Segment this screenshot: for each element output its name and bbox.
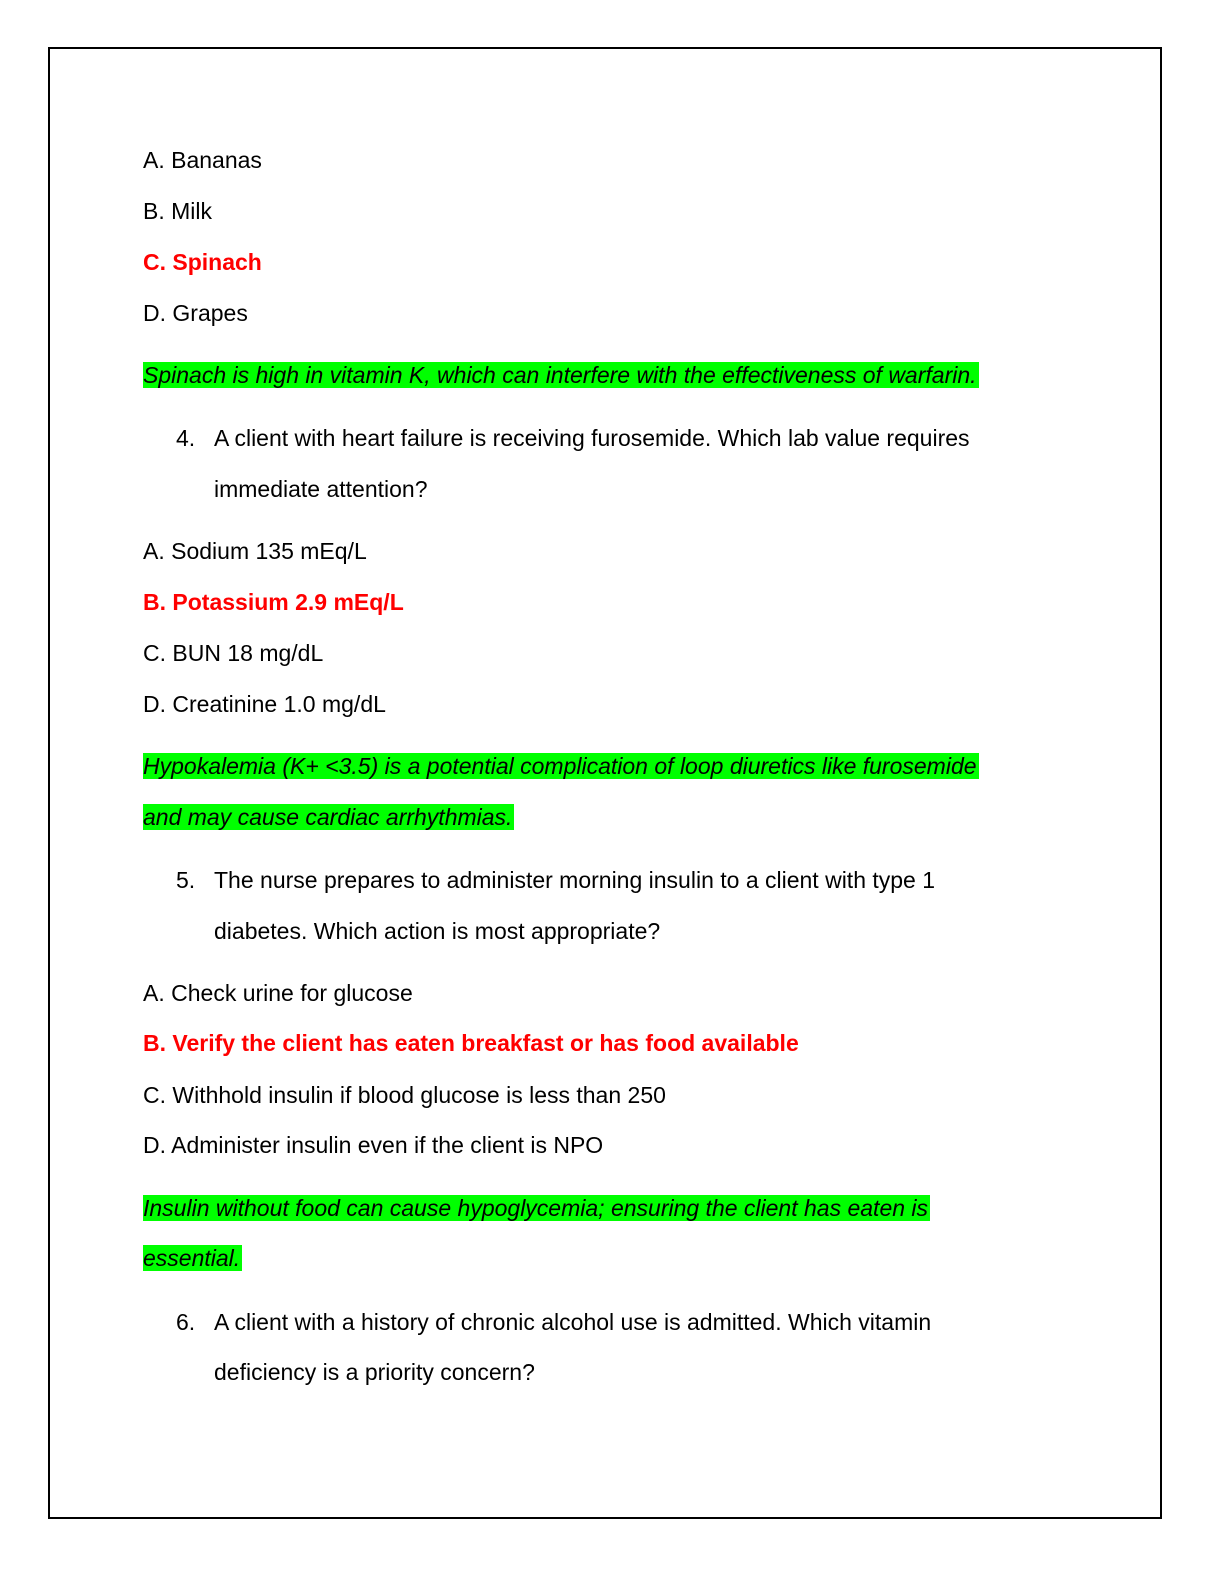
q6-text-line2: deficiency is a priority concern?	[214, 1359, 535, 1385]
q5-rationale-text-2: essential.	[143, 1245, 241, 1271]
q4-rationale-text-1: Hypokalemia (K+ <3.5) is a potential complication of loop diuretics like furosemide	[143, 753, 977, 779]
q3-option-d: D. Grapes	[143, 300, 248, 326]
q4-option-c: C. BUN 18 mg/dL	[143, 640, 324, 666]
q5-rationale-text-1: Insulin without food can cause hypoglycemia; ensuring the client has eaten is	[143, 1195, 929, 1221]
q5-text-line1: The nurse prepares to administer morning insulin to a client with type 1	[214, 867, 936, 893]
q4-option-b-correct: B. Potassium 2.9 mEq/L	[143, 589, 404, 615]
q5-rationale-line1	[143, 1193, 930, 1223]
q3-option-a: A. Bananas	[143, 147, 262, 173]
q4-number: 4.	[176, 425, 196, 451]
q5-text-line2: diabetes. Which action is most appropriate?	[214, 918, 661, 944]
q5-option-c: C. Withhold insulin if blood glucose is less than 250	[143, 1082, 666, 1108]
q4-text-line1: A client with heart failure is receiving furosemide. Which lab value requires	[214, 425, 970, 451]
q5-rationale-line2	[143, 1243, 242, 1273]
q5-number: 5.	[176, 867, 196, 893]
q5-option-d: D. Administer insulin even if the client is NPO	[143, 1132, 604, 1158]
q4-rationale-line1	[143, 751, 979, 781]
q4-rationale-line2	[143, 802, 514, 832]
q3-rationale-text: Spinach is high in vitamin K, which can interfere with the effectiveness of warfarin.	[143, 362, 977, 388]
q4-option-d: D. Creatinine 1.0 mg/dL	[143, 691, 386, 717]
q3-option-c-correct: C. Spinach	[143, 249, 262, 275]
q4-text-line2: immediate attention?	[214, 476, 428, 502]
q3-option-b: B. Milk	[143, 198, 212, 224]
q5-option-a: A. Check urine for glucose	[143, 980, 413, 1006]
q3-rationale	[143, 360, 979, 390]
q6-number: 6.	[176, 1309, 196, 1335]
q6-text-line1: A client with a history of chronic alcohol use is admitted. Which vitamin	[214, 1309, 932, 1335]
q4-rationale-text-2: and may cause cardiac arrhythmias.	[143, 804, 513, 830]
q4-option-a: A. Sodium 135 mEq/L	[143, 538, 367, 564]
q5-option-b-correct: B. Verify the client has eaten breakfast or has food available	[143, 1030, 799, 1056]
